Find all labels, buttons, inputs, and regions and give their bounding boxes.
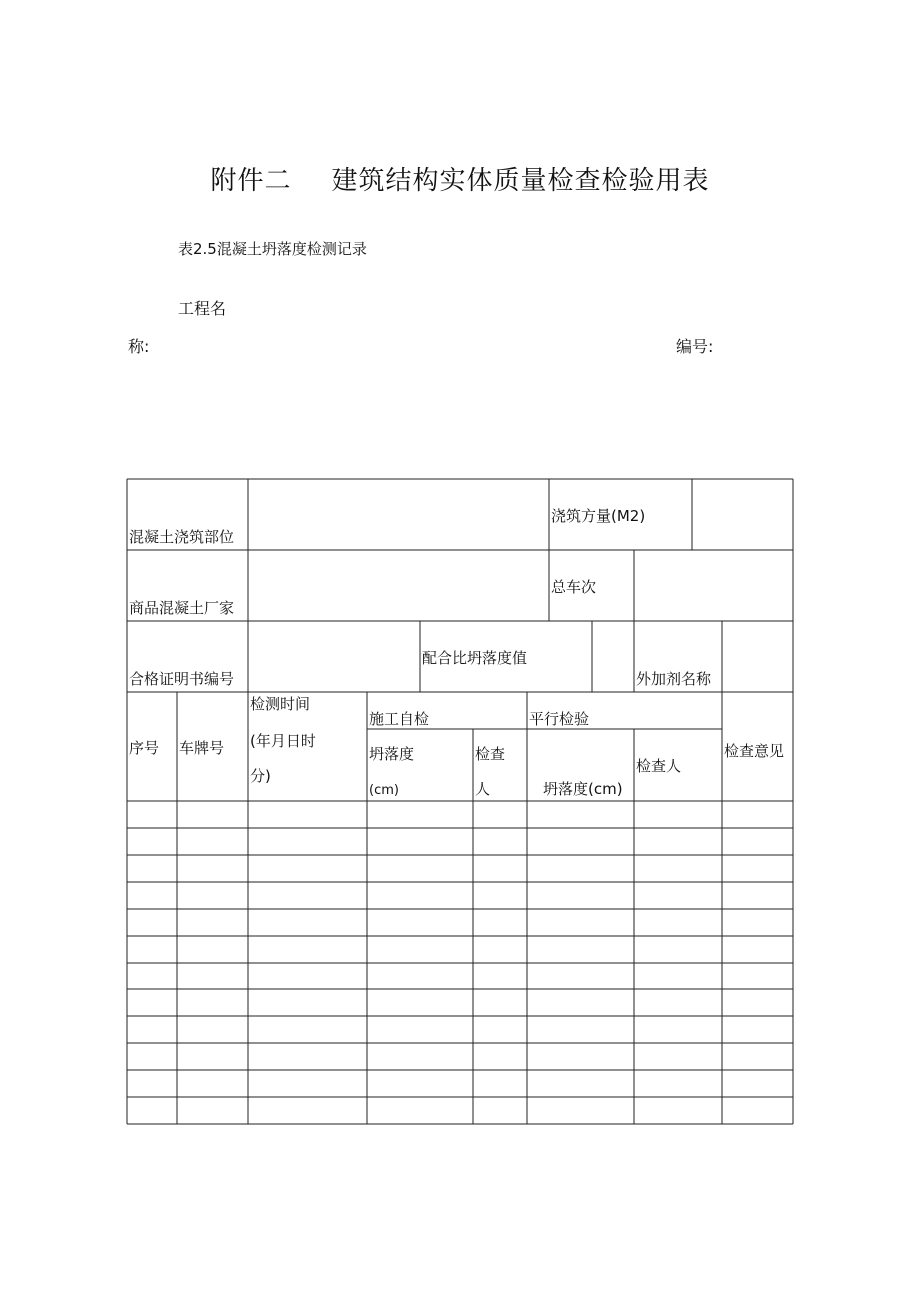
slump-cell[interactable] [369, 964, 472, 988]
parallel-slump-cell[interactable] [529, 883, 633, 908]
col-header-test-time-sub: (年月日时 [250, 732, 316, 750]
seq-cell[interactable] [129, 1017, 176, 1042]
parallel-slump-cell[interactable] [529, 990, 633, 1015]
slump-cell[interactable] [369, 1044, 472, 1069]
document-title [0, 160, 920, 197]
plate-cell[interactable] [179, 883, 247, 908]
parallel-inspector-cell[interactable] [636, 883, 721, 908]
plate-cell[interactable] [179, 1044, 247, 1069]
mix-slump-field[interactable] [593, 622, 633, 691]
col-header-slump: 坍落度 [369, 745, 415, 763]
inspector-cell[interactable] [475, 856, 526, 881]
parallel-inspector-cell[interactable] [636, 802, 721, 827]
seq-cell[interactable] [129, 856, 176, 881]
col-header-plate: 车牌号 [179, 739, 225, 757]
col-header-inspector: 检查 [475, 745, 506, 763]
opinion-cell[interactable] [724, 829, 792, 854]
supplier-label: 商品混凝土厂家 [129, 599, 235, 617]
inspector-cell[interactable] [475, 829, 526, 854]
col-header-seq: 序号 [129, 739, 160, 757]
seq-cell[interactable] [129, 990, 176, 1015]
parallel-inspector-cell[interactable] [636, 937, 721, 962]
parallel-slump-cell[interactable] [529, 937, 633, 962]
total-trips-field[interactable] [635, 551, 792, 620]
slump-cell[interactable] [369, 937, 472, 962]
col-header-test-time: 检测时间 [250, 695, 311, 713]
slump-cell[interactable] [369, 856, 472, 881]
inspector-cell[interactable] [475, 1044, 526, 1069]
parallel-slump-cell[interactable] [529, 964, 633, 988]
inspector-cell[interactable] [475, 1071, 526, 1096]
col-header-parallel-check: 平行检验 [529, 710, 590, 728]
certificate-number-field[interactable] [249, 622, 419, 691]
parallel-slump-cell[interactable] [529, 1098, 633, 1123]
seq-cell[interactable] [129, 1098, 176, 1123]
parallel-inspector-cell[interactable] [636, 990, 721, 1015]
parallel-slump-cell[interactable] [529, 1017, 633, 1042]
plate-cell[interactable] [179, 910, 247, 935]
time-cell[interactable] [250, 829, 366, 854]
inspector-cell[interactable] [475, 964, 526, 988]
opinion-cell[interactable] [724, 1098, 792, 1123]
opinion-cell[interactable] [724, 802, 792, 827]
col-header-self-check: 施工自检 [369, 710, 430, 728]
opinion-cell[interactable] [724, 910, 792, 935]
slump-cell[interactable] [369, 883, 472, 908]
parallel-slump-cell[interactable] [529, 856, 633, 881]
seq-cell[interactable] [129, 1044, 176, 1069]
time-cell[interactable] [250, 937, 366, 962]
opinion-cell[interactable] [724, 856, 792, 881]
admixture-field[interactable] [723, 622, 792, 691]
parallel-slump-cell[interactable] [529, 910, 633, 935]
inspector-cell[interactable] [475, 990, 526, 1015]
serial-number-label: 编号: [676, 337, 714, 356]
time-cell[interactable] [250, 802, 366, 827]
parallel-inspector-cell[interactable] [636, 964, 721, 988]
plate-cell[interactable] [179, 1071, 247, 1096]
parallel-inspector-cell[interactable] [636, 1071, 721, 1096]
total-trips-label: 总车次 [551, 578, 597, 596]
time-cell[interactable] [250, 883, 366, 908]
time-cell[interactable] [250, 964, 366, 988]
slump-cell[interactable] [369, 1071, 472, 1096]
parallel-slump-cell[interactable] [529, 829, 633, 854]
slump-cell[interactable] [369, 802, 472, 827]
seq-cell[interactable] [129, 802, 176, 827]
pour-volume-field[interactable] [693, 480, 792, 549]
project-name-label-cont: 称: [128, 337, 150, 356]
seq-cell[interactable] [129, 829, 176, 854]
parallel-inspector-cell[interactable] [636, 910, 721, 935]
slump-cell[interactable] [369, 1017, 472, 1042]
plate-cell[interactable] [179, 829, 247, 854]
supplier-field[interactable] [249, 551, 548, 620]
seq-cell[interactable] [129, 937, 176, 962]
admixture-label: 外加剂名称 [636, 670, 712, 688]
plate-cell[interactable] [179, 990, 247, 1015]
col-header-parallel-slump: 坍落度(cm) [543, 780, 623, 798]
col-header-opinion: 检查意见 [724, 742, 785, 760]
parallel-inspector-cell[interactable] [636, 1044, 721, 1069]
plate-cell[interactable] [179, 802, 247, 827]
mix-slump-label: 配合比坍落度值 [422, 649, 528, 667]
plate-cell[interactable] [179, 964, 247, 988]
time-cell[interactable] [250, 856, 366, 881]
plate-cell[interactable] [179, 937, 247, 962]
slump-cell[interactable] [369, 829, 472, 854]
seq-cell[interactable] [129, 883, 176, 908]
inspector-cell[interactable] [475, 802, 526, 827]
opinion-cell[interactable] [724, 964, 792, 988]
parallel-inspector-cell[interactable] [636, 1017, 721, 1042]
opinion-cell[interactable] [724, 1017, 792, 1042]
seq-cell[interactable] [129, 964, 176, 988]
seq-cell[interactable] [129, 1071, 176, 1096]
pour-location-field[interactable] [249, 480, 548, 549]
pour-location-label: 混凝土浇筑部位 [129, 528, 235, 546]
parallel-slump-cell[interactable] [529, 1071, 633, 1096]
opinion-cell[interactable] [724, 990, 792, 1015]
certificate-number-label: 合格证明书编号 [129, 670, 235, 688]
time-cell[interactable] [250, 1098, 366, 1123]
time-cell[interactable] [250, 990, 366, 1015]
opinion-cell[interactable] [724, 1071, 792, 1096]
opinion-cell[interactable] [724, 937, 792, 962]
plate-cell[interactable] [179, 856, 247, 881]
parallel-inspector-cell[interactable] [636, 856, 721, 881]
time-cell[interactable] [250, 1044, 366, 1069]
slump-cell[interactable] [369, 990, 472, 1015]
title-main: 建筑结构实体质量检查检验用表 [331, 166, 710, 196]
slump-cell[interactable] [369, 910, 472, 935]
parallel-slump-cell[interactable] [529, 802, 633, 827]
table-caption: 表2.5混凝土坍落度检测记录 [178, 240, 367, 258]
parallel-slump-cell[interactable] [529, 1044, 633, 1069]
project-name-label: 工程名 [178, 299, 227, 318]
opinion-cell[interactable] [724, 883, 792, 908]
inspector-cell[interactable] [475, 1098, 526, 1123]
inspector-cell[interactable] [475, 883, 526, 908]
pour-volume-label: 浇筑方量(M2) [551, 507, 646, 525]
inspector-cell[interactable] [475, 1017, 526, 1042]
col-header-inspector-cont: 人 [475, 780, 491, 798]
time-cell[interactable] [250, 1071, 366, 1096]
plate-cell[interactable] [179, 1017, 247, 1042]
opinion-cell[interactable] [724, 1044, 792, 1069]
slump-cell[interactable] [369, 1098, 472, 1123]
time-cell[interactable] [250, 910, 366, 935]
inspector-cell[interactable] [475, 910, 526, 935]
inspector-cell[interactable] [475, 937, 526, 962]
parallel-inspector-cell[interactable] [636, 829, 721, 854]
seq-cell[interactable] [129, 910, 176, 935]
parallel-inspector-cell[interactable] [636, 1098, 721, 1123]
col-header-test-time-unit: 分) [250, 767, 271, 785]
title-appendix: 附件二 [210, 166, 292, 196]
plate-cell[interactable] [179, 1098, 247, 1123]
col-header-parallel-inspector: 检查人 [636, 757, 682, 775]
col-header-slump-unit: (cm) [369, 783, 399, 798]
time-cell[interactable] [250, 1017, 366, 1042]
